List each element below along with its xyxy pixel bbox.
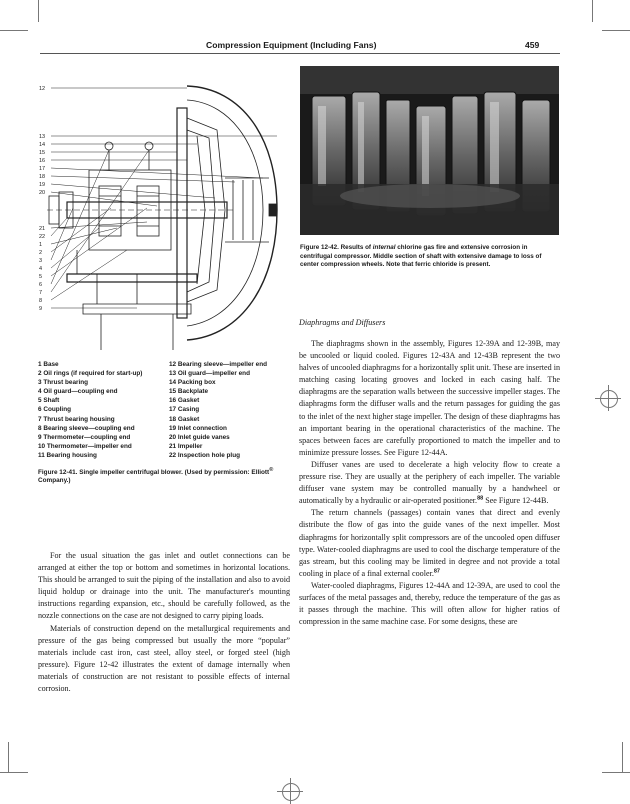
drawing-callout-number: 8 [39, 298, 43, 304]
crop-mark [0, 772, 28, 773]
parts-list-item: 6 Coupling [38, 406, 72, 414]
body-paragraph [299, 338, 560, 459]
crop-mark [602, 772, 630, 773]
drawing-callout-number: 9 [39, 306, 43, 312]
figure-12-42-caption [300, 244, 558, 270]
drawing-callout-number: 22 [39, 234, 46, 240]
paragraph-text: Diffuser vanes are used to decelerate a high velocity flow to create a pressure rise. They are usually at the periphery of each impeller. The variable diffuser vane system may be controlled manually by a handwheel or automatically by a hydraulic or air-operated positioner. [299, 459, 560, 506]
drawing-callout-number: 2 [39, 250, 43, 256]
drawing-callout-number: 3 [39, 258, 43, 264]
crop-mark [0, 30, 28, 31]
parts-list-item: 4 Oil guard—coupling end [38, 388, 118, 396]
crop-mark [8, 742, 9, 772]
parts-list-item: 3 Thrust bearing [38, 379, 89, 387]
parts-list-item: 7 Thrust bearing housing [38, 415, 115, 423]
section-heading: Diaphragms and Diffusers [299, 318, 386, 327]
parts-list-item: 16 Gasket [169, 397, 200, 405]
figure-12-42-caption-rest: chlorine gas fire and extensive corrosion in centrifugal compressor. Middle section of shaft with extensive damage to loss of center compression wheels. Note that ferric chloride is present. [300, 244, 542, 269]
crop-mark [602, 30, 630, 31]
drawing-callout-number: 6 [39, 282, 43, 288]
parts-list-item: 5 Shaft [38, 397, 60, 405]
paragraph-text: See Figure 12-44B. [483, 496, 549, 506]
parts-list-item: 11 Bearing housing [38, 451, 97, 459]
paragraph-text: Water-cooled diaphragms, Figures 12-44A and 12-39A, are used to cool the surfaces of the metal passages and, thereby, reduce the temperature of the gas as it passes through the machine. This will often allow for higher ratios of compression in the same machine case. For some designs, these are [299, 580, 560, 627]
body-paragraph [299, 459, 560, 507]
paragraph-text: The return channels (passages) contain vanes that direct and evenly distribute the flow of gas into the guide vanes of the next impeller. Most diaphragms for horizontally split compressors are of the uncooled open diffuser type. Water-cooled diaphragms are used to cool the discharge temperature of the gas stream, but this cooling may be limited in degree and not provide a total cooling in place of a final external cooler. [299, 508, 560, 578]
running-title: Compression Equipment (Including Fans) [206, 40, 377, 50]
drawing-callout-number: 14 [39, 142, 46, 148]
parts-list-item: 12 Bearing sleeve—impeller end [169, 361, 268, 368]
figure-12-41-caption [38, 466, 293, 486]
registration-mark [600, 390, 618, 408]
parts-list-item: 22 Inspection hole plug [169, 451, 241, 459]
drawing-callout-number: 7 [39, 290, 43, 296]
drawing-callout-number: 21 [39, 226, 46, 232]
parts-list-item: 9 Thermometer—coupling end [38, 433, 131, 441]
crop-mark [592, 0, 593, 22]
drawing-callout-number: 19 [39, 182, 46, 188]
paragraph-text: The diaphragms shown in the assembly, Figures 12-39A and 12-39B, may be uncooled or liquid cooled. Figures 12-43A and 12-43B represent the two halves of uncooled diaphragms for a horizontally split unit. These are inserted in matching casing locating grooves and locked in each casing half. The diaphragms are the separation walls between the successive impeller stages. The diaphragms form the diffuser walls and the return passages for guiding the gas to the inlet of the next higher stage impeller. The design of these diaphragms has an important bearing in the operational characteristics of the machine. The spaces between faces are carefully proportioned to match the impeller and to minimize pressure losses. See Figure 12-44A. [299, 339, 560, 457]
drawing-callout-number: 17 [39, 166, 46, 172]
corroded-compressor-photo [300, 66, 559, 235]
drawing-callout-number: 4 [39, 266, 43, 272]
registered-mark: ® [269, 466, 274, 473]
registration-mark [282, 783, 300, 801]
drawing-callout-number: 13 [39, 134, 46, 140]
parts-list-item: 8 Bearing sleeve—coupling end [38, 424, 135, 432]
body-paragraph [299, 507, 560, 580]
parts-list-right [169, 360, 267, 460]
drawing-callout-number: 12 [39, 86, 46, 92]
page-number: 459 [525, 40, 540, 50]
parts-list-item: 13 Oil guard—impeller end [169, 370, 250, 378]
crop-mark [622, 742, 623, 772]
paragraph-text: For the usual situation the gas inlet and outlet connections can be arranged at either the top or bottom and sometimes in horizontal locations. This should be arranged to suit the piping of the installation and also to avoid liquid holdup or drainage into the unit. The manufacturer's mounting instructions regarding expansion, etc., should be carefully followed, as the nozzle connections on the case are not designed to carry piping loads. [38, 551, 290, 621]
parts-list-item: 1 Base [38, 361, 59, 368]
figure-12-41-caption-suffix: Company.) [38, 477, 71, 485]
header-rule [40, 53, 560, 54]
body-paragraph [38, 623, 290, 696]
figure-12-42-caption-prefix: Figure 12-42. Results of [300, 244, 373, 251]
registration-mark-line [290, 778, 291, 804]
crop-mark [38, 0, 39, 22]
parts-list-item: 21 Impeller [169, 442, 203, 450]
parts-list-left [38, 360, 142, 460]
parts-list-item: 10 Thermometer—impeller end [38, 442, 132, 450]
figure-12-42-caption-italic: internal [372, 244, 396, 251]
parts-list-item: 19 Inlet connection [169, 424, 227, 432]
parts-list-item: 14 Packing box [169, 379, 216, 387]
drawing-callout-number: 18 [39, 174, 46, 180]
parts-list-item: 20 Inlet guide vanes [169, 433, 230, 441]
drawing-callout-number: 5 [39, 274, 43, 280]
footnote-ref: 87 [433, 568, 440, 575]
drawing-callout-number: 16 [39, 158, 46, 164]
right-column [299, 318, 560, 628]
figure-12-41-caption-prefix: Figure 12-41. Single impeller centrifugal blower. (Used by permission: Elliott [38, 469, 270, 476]
drawing-callout-number: 20 [39, 190, 46, 196]
registration-mark-line [608, 385, 609, 411]
drawing-callout-number: 15 [39, 150, 46, 156]
paragraph-text: Materials of construction depend on the metallurgical requirements and pressure of the gas being compressed but usually the more “popular” materials include cast iron, cast steel, alloy steel, or forged steel (high pressure). Figure 12-42 illustrates the extent of damage internally when materials of construction are not resistant to possible effects of internal corrosion. [38, 623, 290, 694]
body-paragraph [38, 550, 290, 623]
left-column [38, 550, 290, 695]
parts-list-item: 2 Oil rings (if required for start-up) [38, 370, 143, 378]
blower-cross-section-drawing [37, 78, 285, 350]
drawing-callout-number: 1 [39, 242, 43, 248]
footnote-ref: 88 [477, 495, 484, 502]
parts-list-item: 18 Gasket [169, 415, 200, 423]
parts-list-item: 15 Backplate [169, 388, 209, 396]
parts-list-item: 17 Casing [169, 406, 200, 414]
body-paragraph [299, 580, 560, 628]
